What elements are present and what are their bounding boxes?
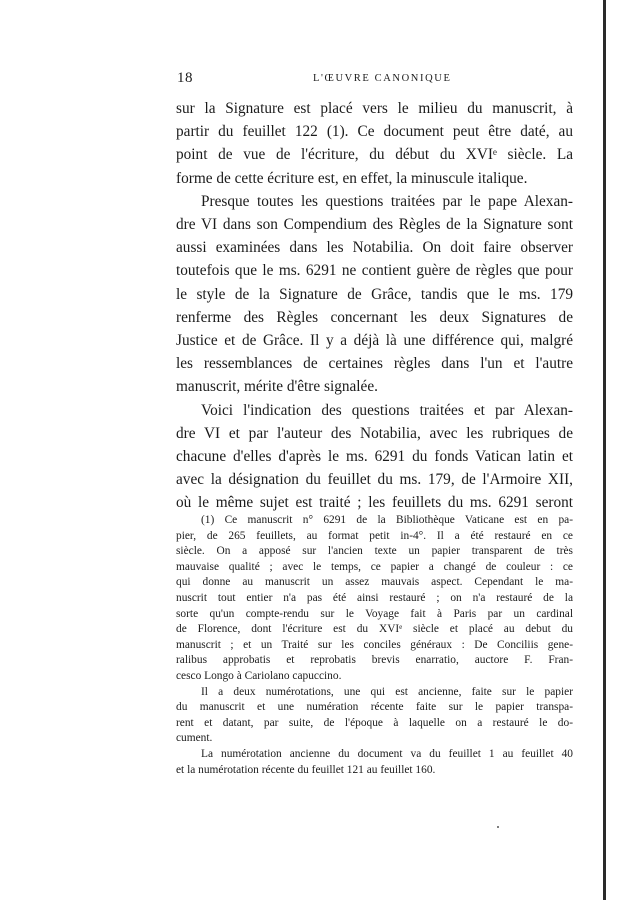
text-line: où le même sujet est traité ; les feuillets du ms. 6291 seront bbox=[176, 494, 573, 512]
footnote-line: siècle. On a apposé sur l'ancien texte un papier transparent de très bbox=[176, 545, 573, 558]
footnote-line: sorte qu'un compte-rendu sur le Voyage fait à Paris par un cardinal bbox=[176, 607, 573, 620]
footnote-line: du manuscrit et une numération récente faite sur le papier transpa- bbox=[176, 701, 573, 714]
footnote-line: de Florence, dont l'écriture est du XVIᵉ siècle et placé au debut du bbox=[176, 623, 573, 636]
text-line: avec la désignation du feuillet du ms. 179, de l'Armoire XII, bbox=[176, 471, 573, 489]
main-text bbox=[176, 97, 573, 515]
footnote-line: cument. bbox=[176, 732, 213, 745]
text-line: aussi examinées dans les Notabilia. On doit faire observer bbox=[176, 239, 573, 257]
text-line: manuscrit, mérite d'être signalée. bbox=[176, 378, 378, 396]
footnote-line: ralibus approbatis et reprobatis brevis enarratio, auctore F. Fran- bbox=[176, 654, 573, 667]
footnote-line: (1) Ce manuscrit n° 6291 de la Bibliothèque Vaticane est en pa- bbox=[201, 514, 573, 526]
footnote-line: qui donne au manuscrit un assez mauvais aspect. Cependant le ma- bbox=[176, 576, 573, 589]
text-line: Presque toutes les questions traitées par le pape Alexan- bbox=[201, 192, 573, 210]
footnote-line: cesco Longo à Cariolano capuccino. bbox=[176, 669, 342, 682]
footnote-line: rent et datant, par suite, de l'époque à laquelle on a restauré le do- bbox=[176, 716, 573, 729]
text-line: dre VI dans son Compendium des Règles de la Signature sont bbox=[176, 216, 573, 234]
scan-speck bbox=[497, 826, 499, 828]
footnote-line: Il a deux numérotations, une qui est ancienne, faite sur le papier bbox=[201, 685, 573, 698]
text-line: sur la Signature est placé vers le milieu du manuscrit, à bbox=[176, 100, 573, 117]
text-line: chacune d'elles d'après le ms. 6291 du fonds Vatican latin et bbox=[176, 448, 573, 466]
text-line: renferme des Règles concernant les deux Signatures de bbox=[176, 308, 573, 326]
page-edge-shadow bbox=[603, 0, 606, 900]
page-number: 18 bbox=[177, 70, 193, 86]
footnote-line: et la numérotation récente du feuillet 121 au feuillet 160. bbox=[176, 763, 436, 776]
text-line: point de vue de l'écriture, du début du XVIᵉ siècle. La bbox=[176, 146, 573, 164]
text-line: toutefois que le ms. 6291 ne contient guère de règles que pour bbox=[176, 262, 573, 280]
text-line: dre VI et par l'auteur des Notabilia, avec les rubriques de bbox=[176, 424, 573, 442]
footnote-line: mauvaise qualité ; avec le temps, ce papier a changé de couleur : ce bbox=[176, 560, 573, 573]
footnotes bbox=[176, 513, 573, 778]
text-line: le style de la Signature de Grâce, tandis que le ms. 179 bbox=[176, 285, 573, 303]
footnote-line: pier, de 265 feuillets, au format petit in-4°. Il a été restauré en ce bbox=[176, 529, 573, 542]
text-line: Voici l'indication des questions traitées et par Alexan- bbox=[201, 401, 573, 419]
text-line: partir du feuillet 122 (1). Ce document peut être daté, au bbox=[176, 123, 573, 141]
footnote-line: La numérotation ancienne du document va du feuillet 1 au feuillet 40 bbox=[201, 747, 573, 760]
text-line: forme de cette écriture est, en effet, la minuscule italique. bbox=[176, 169, 528, 187]
text-line: les ressemblances de certaines règles dans l'un et l'autre bbox=[176, 355, 573, 373]
running-head: L'ŒUVRE CANONIQUE bbox=[313, 73, 452, 84]
footnote-line: manuscrit ; et un Traité sur les conciles généraux : De Conciliis gene- bbox=[176, 638, 573, 651]
footnote-line: nuscrit tout entier n'a pas été ainsi restauré ; on n'a restauré de la bbox=[176, 591, 573, 604]
text-line: Justice et de Grâce. Il y a déjà là une différence qui, malgré bbox=[176, 332, 573, 350]
